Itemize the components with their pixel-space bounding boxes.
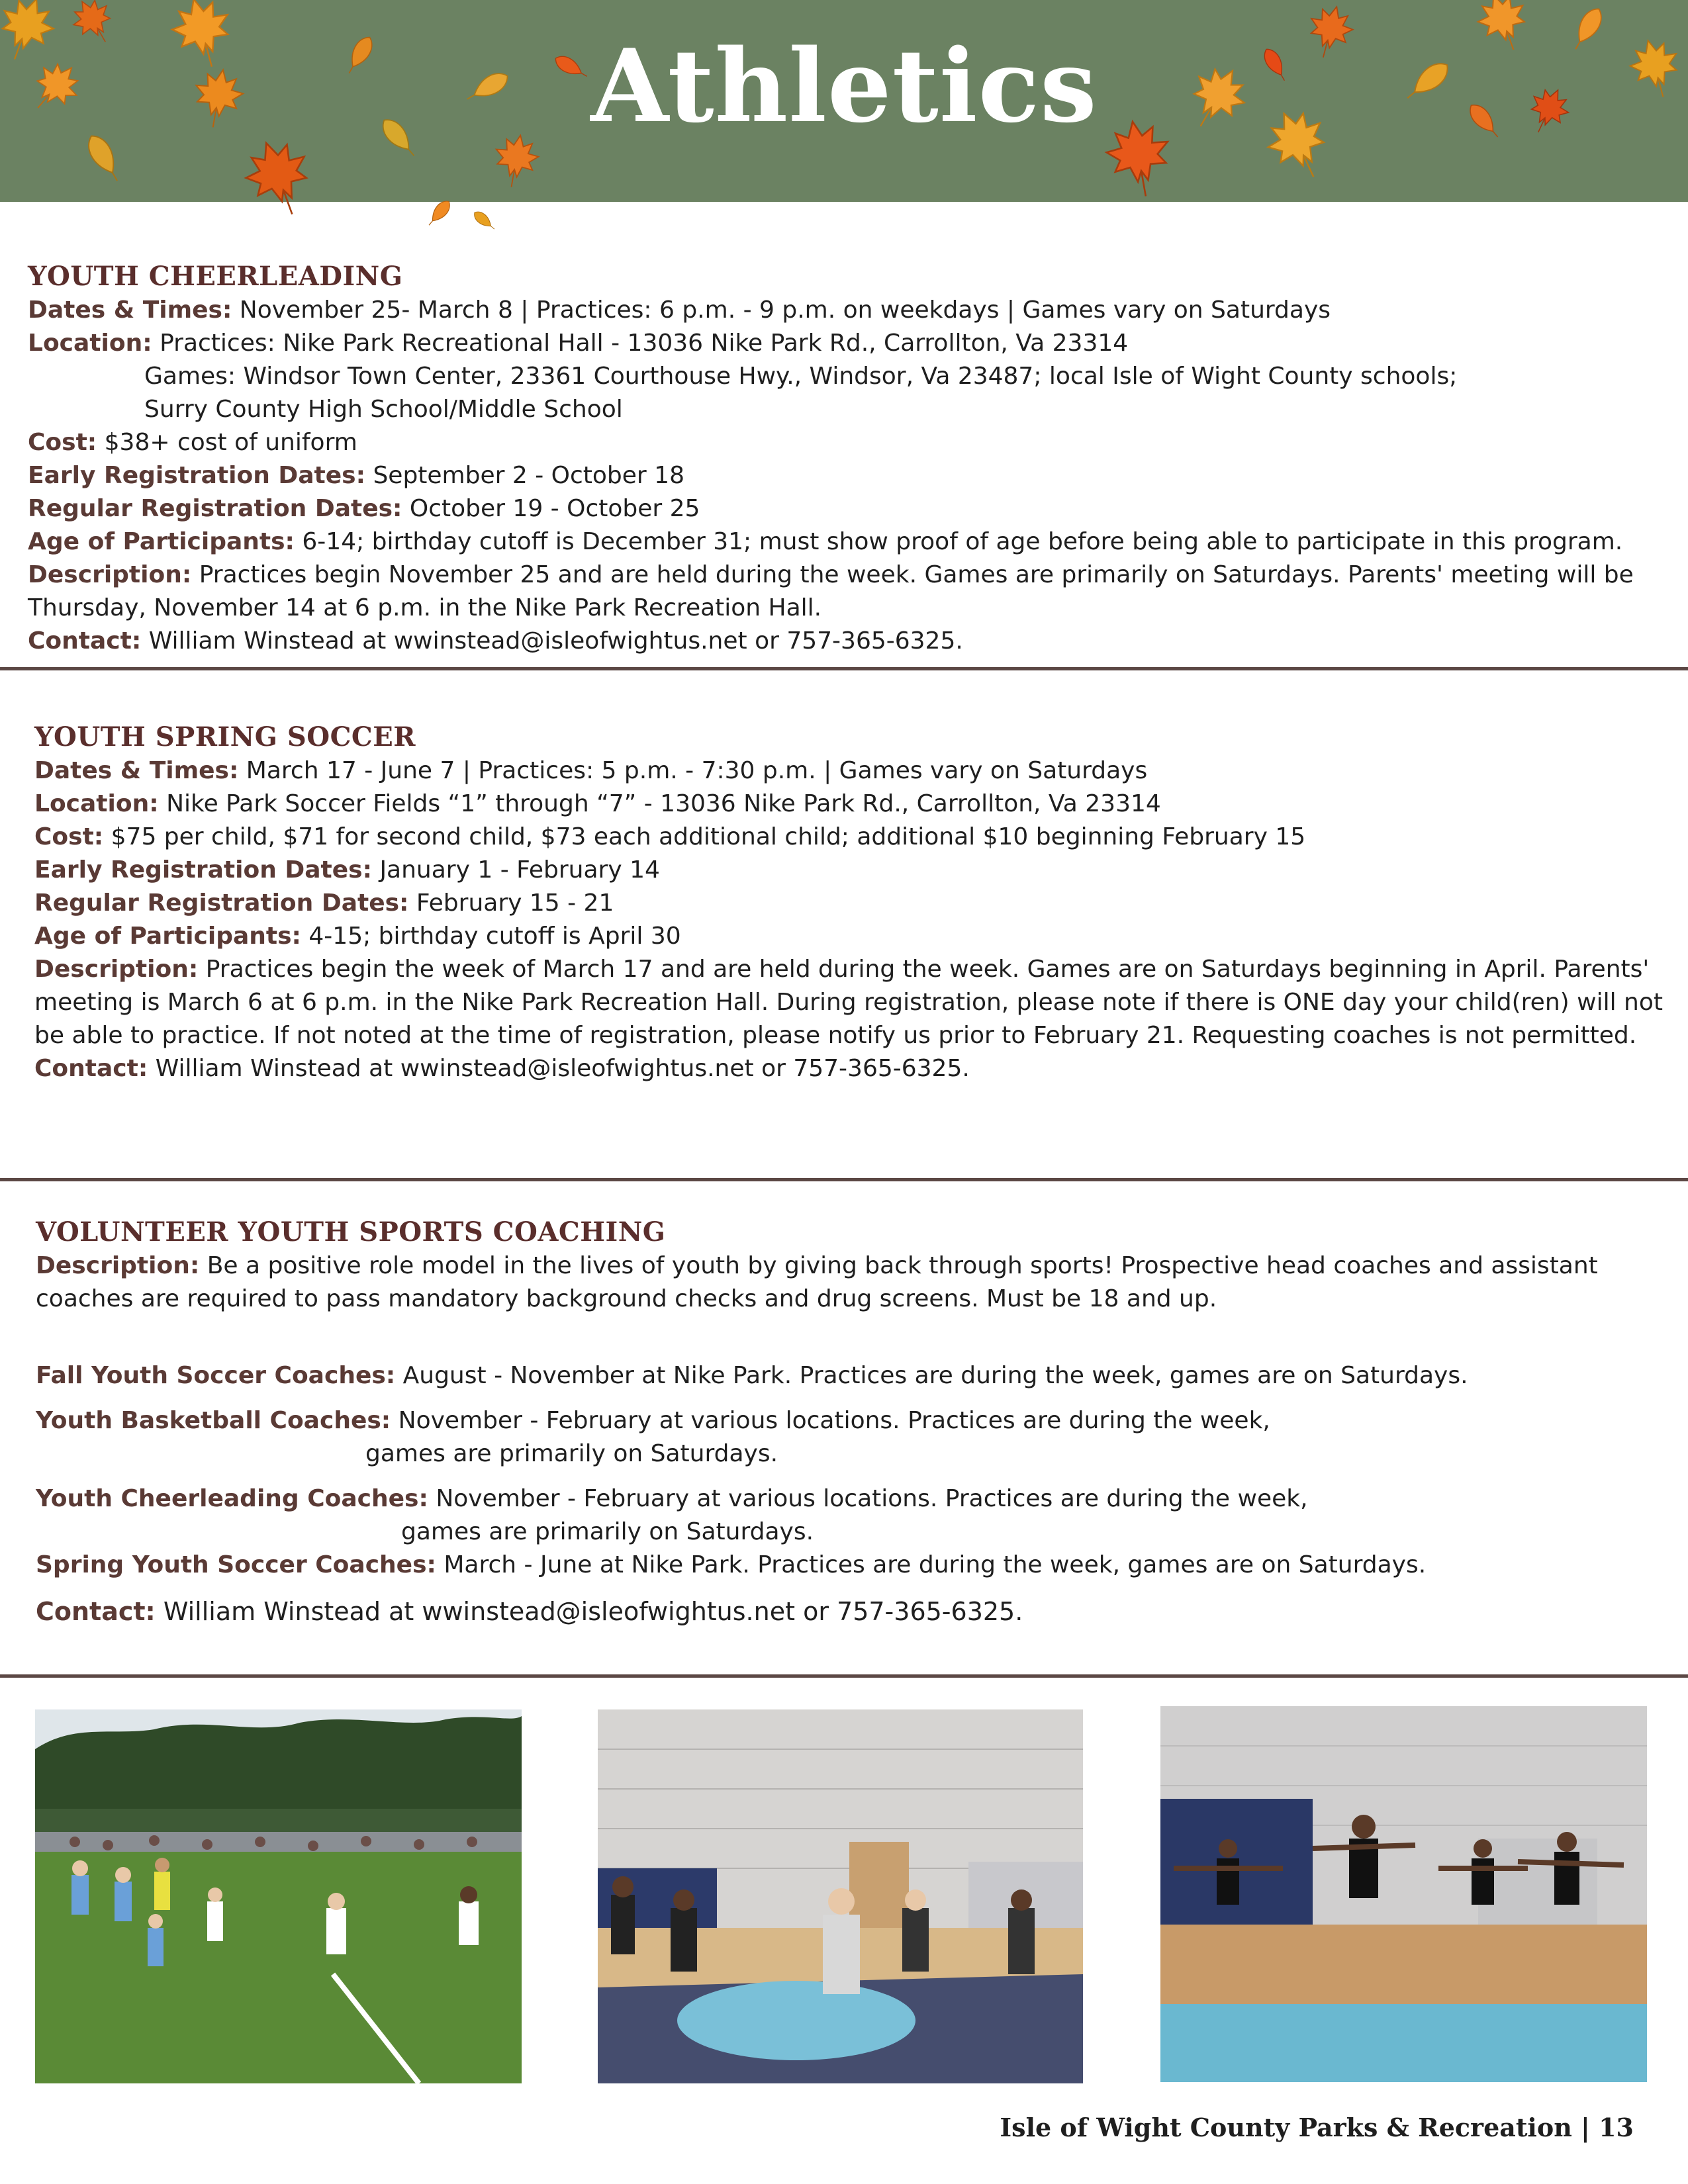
age-row [28,525,1663,559]
location-label: Location: [28,330,152,357]
cheer-coaches-value: November - February at various locations. Practices are during the week, [436,1485,1308,1512]
dates-label: Dates & Times: [28,296,232,324]
age-label: Age of Participants: [34,923,301,950]
location-value: Practices: Nike Park Recreational Hall - 13036 Nike Park Rd., Carrollton, Va 23314 [160,330,1129,357]
fall-coaches-label: Fall Youth Soccer Coaches: [36,1362,396,1389]
youth-cheerleading-section [28,259,1663,658]
description-row-2: Thursday, November 14 at 6 p.m. in the Nike Park Recreation Hall. [28,594,822,621]
dates-value: November 25- March 8 | Practices: 6 p.m. - 9 p.m. on weekdays | Games vary on Saturdays [239,296,1331,324]
early-registration-label: Early Registration Dates: [34,856,372,884]
regular-registration-label: Regular Registration Dates: [34,889,409,917]
section-title: YOUTH CHEERLEADING [28,261,403,292]
contact-label: Contact: [36,1597,156,1626]
section-divider [0,1674,1688,1678]
description-label: Description: [36,1252,200,1279]
contact-row [34,1052,1669,1085]
age-value: 6-14; birthday cutoff is December 31; must show proof of age before being able to participate in this program. [302,528,1623,555]
location-row [34,788,1669,821]
description-row [36,1250,1671,1283]
cost-value: $75 per child, $71 for second child, $73 each additional child; additional $10 beginning February 15 [111,823,1306,850]
cheer-coaches-row-2: games are primarily on Saturdays. [401,1518,814,1545]
description-label: Description: [34,956,199,983]
spring-coaches-label: Spring Youth Soccer Coaches: [36,1551,436,1578]
section-divider [0,667,1688,670]
spring-coaches-row [36,1549,1671,1582]
location-label: Location: [34,790,159,817]
location-row-3: Surry County High School/Middle School [144,396,623,423]
cheerleading-photo [1160,1706,1647,2082]
contact-label: Contact: [34,1055,148,1082]
soccer-photo [35,1709,522,2083]
page-title: Athletics [590,26,1098,145]
early-registration-label: Early Registration Dates: [28,462,365,489]
description-row [34,953,1669,986]
dates-value: March 17 - June 7 | Practices: 5 p.m. - 7:30 p.m. | Games vary on Saturdays [246,757,1148,784]
location-value: Nike Park Soccer Fields “1” through “7” - 13036 Nike Park Rd., Carrollton, Va 23314 [166,790,1161,817]
section-title: VOLUNTEER YOUTH SPORTS COACHING [36,1216,666,1248]
cost-row [34,821,1669,854]
basketball-photo [598,1709,1083,2083]
basketball-coaches-label: Youth Basketball Coaches: [36,1407,391,1434]
age-label: Age of Participants: [28,528,295,555]
contact-row [28,625,1663,658]
fall-coaches-row [36,1359,1671,1392]
contact-label: Contact: [28,627,142,655]
youth-spring-soccer-section [34,720,1669,1085]
cost-label: Cost: [28,429,97,456]
age-row [34,920,1669,953]
contact-value: William Winstead at wwinstead@isleofwightus.net or 757-365-6325. [148,627,963,655]
description-value: Practices begin November 25 and are held during the week. Games are primarily on Saturdays. Parents' meeting will be [199,561,1634,588]
cost-label: Cost: [34,823,104,850]
section-title: YOUTH SPRING SOCCER [34,721,416,752]
description-row-3: be able to practice. If not noted at the time of registration, please notify us prior to February 21. Requesting coaches is not permitted. [34,1022,1637,1049]
cheer-coaches-label: Youth Cheerleading Coaches: [36,1485,428,1512]
regular-registration-row [34,887,1669,920]
header-banner [0,0,1688,202]
description-row [28,559,1663,592]
dates-row [34,754,1669,788]
age-value: 4-15; birthday cutoff is April 30 [308,923,681,950]
basketball-coaches-value: November - February at various locations. Practices are during the week, [398,1407,1270,1434]
early-registration-row [28,459,1663,492]
regular-registration-value: February 15 - 21 [416,889,614,917]
regular-registration-row [28,492,1663,525]
cost-row [28,426,1663,459]
regular-registration-value: October 19 - October 25 [409,495,700,522]
contact-value: William Winstead at wwinstead@isleofwightus.net or 757-365-6325. [163,1597,1023,1626]
description-value: Practices begin the week of March 17 and are held during the week. Games are on Saturdays beginning in April. Parents' [205,956,1650,983]
location-row [28,327,1663,360]
location-row-2: Games: Windsor Town Center, 23361 Courthouse Hwy., Windsor, Va 23487; local Isle of Wight County schools; [144,363,1458,390]
description-value: Be a positive role model in the lives of youth by giving back through sports! Prospective head coaches and assistant [207,1252,1598,1279]
volunteer-coaching-section [36,1215,1671,1628]
early-registration-row [34,854,1669,887]
cheer-coaches-row [36,1482,1671,1516]
description-label: Description: [28,561,192,588]
description-row-2: meeting is March 6 at 6 p.m. in the Nike Park Recreation Hall. During registration, please note if there is ONE day your child(ren) will not [34,989,1663,1016]
dates-row [28,294,1663,327]
dates-label: Dates & Times: [34,757,239,784]
regular-registration-label: Regular Registration Dates: [28,495,402,522]
description-row-2: coaches are required to pass mandatory background checks and drug screens. Must be 18 and up. [36,1285,1217,1312]
contact-value: William Winstead at wwinstead@isleofwightus.net or 757-365-6325. [155,1055,970,1082]
cost-value: $38+ cost of uniform [104,429,357,456]
fall-coaches-value: August - November at Nike Park. Practices are during the week, games are on Saturdays. [402,1362,1468,1389]
basketball-coaches-row [36,1404,1671,1437]
page-footer: Isle of Wight County Parks & Recreation | 13 [1000,2113,1634,2142]
early-registration-value: September 2 - October 18 [373,462,684,489]
spring-coaches-value: March - June at Nike Park. Practices are during the week, games are on Saturdays. [444,1551,1427,1578]
section-divider [0,1178,1688,1181]
early-registration-value: January 1 - February 14 [379,856,660,884]
basketball-coaches-row-2: games are primarily on Saturdays. [365,1440,778,1467]
contact-row [36,1595,1671,1628]
